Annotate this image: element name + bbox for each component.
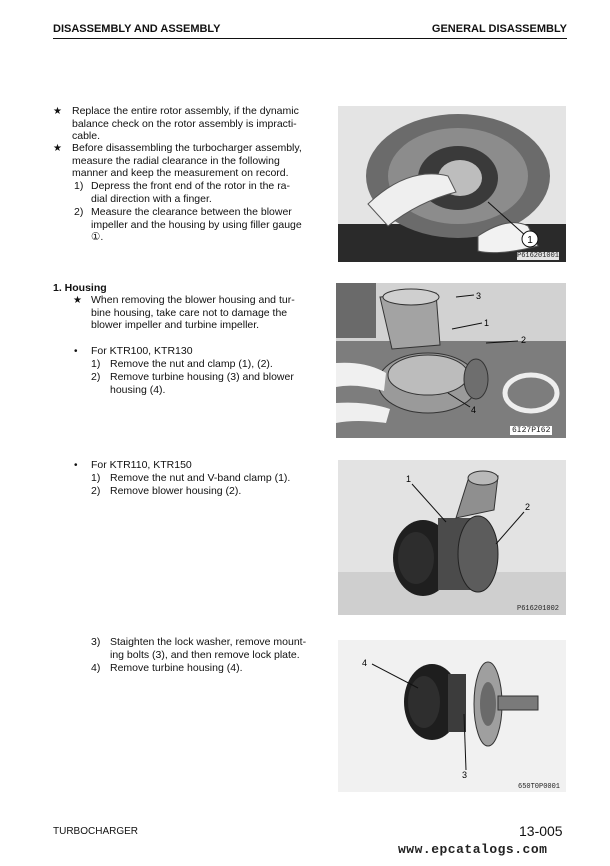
step-number: 4) [91, 662, 101, 674]
group-c-step-3 [110, 636, 320, 661]
intro-step-2 [91, 206, 316, 244]
intro-bullet-2 [72, 142, 317, 180]
dot-bullet-icon: • [74, 346, 78, 357]
text-line: cable. [72, 130, 101, 143]
star-bullet-icon: ★ [53, 106, 62, 117]
header-left-title: DISASSEMBLY AND ASSEMBLY [53, 23, 221, 35]
text-line: Measure the clearance between the blower [91, 206, 292, 218]
group-a-title: For KTR100, KTR130 [91, 345, 193, 357]
text-line: Depress the front end of the rotor in the ra- [91, 180, 291, 192]
step-number: 1) [91, 358, 101, 370]
text-line: housing (4). [110, 383, 166, 396]
step-number: 1) [91, 472, 101, 484]
housing-note [91, 294, 316, 332]
step-number: 3) [91, 636, 101, 648]
text-line: Before disassembling the turbocharger assembly, [72, 142, 302, 154]
page-header [53, 20, 567, 39]
group-b-step-2: Remove blower housing (2). [110, 485, 242, 497]
figure-illustration [338, 640, 566, 792]
figure-caption: P616201001 [517, 252, 560, 260]
callout-label: 3 [462, 770, 468, 780]
group-c-step-4: Remove turbine housing (4). [110, 662, 243, 674]
group-b-step-1: Remove the nut and V-band clamp (1). [110, 472, 291, 484]
callout-label: 1 [527, 235, 533, 246]
figure-caption: P616201002 [517, 605, 560, 613]
figure-rotor-clearance [338, 106, 566, 262]
step-number: 2) [91, 371, 101, 383]
step-number: 1) [74, 180, 84, 192]
figure-illustration [336, 283, 566, 438]
group-a-step-2 [110, 371, 294, 396]
callout-label: 4 [362, 658, 368, 668]
figure-caption: 6I27PI62 [512, 426, 551, 435]
step-number: 2) [74, 206, 84, 218]
callout-label: 2 [525, 502, 531, 512]
text-line: measure the radial clearance in the following [72, 154, 280, 167]
text-line: When removing the blower housing and tur- [91, 294, 295, 306]
group-b-title: For KTR110, KTR150 [91, 459, 192, 471]
figure-vband-clamp [338, 460, 566, 615]
text-line: balance check on the rotor assembly is impracti- [72, 117, 297, 130]
figure-illustration [338, 460, 566, 615]
text-line: Replace the entire rotor assembly, if the dynamic [72, 105, 299, 117]
text-line: manner and keep the measurement on record. [72, 167, 289, 180]
footer-section-name: TURBOCHARGER [53, 826, 139, 837]
text-line: Staighten the lock washer, remove mount- [110, 636, 307, 648]
callout-label: 2 [521, 335, 527, 345]
figure-caption: 650T0P0001 [518, 783, 561, 791]
callout-label: 4 [471, 405, 477, 415]
text-line: ①. [91, 231, 104, 244]
watermark-url: www.epcatalogs.com [398, 842, 548, 857]
text-line: dial direction with a finger. [91, 192, 212, 205]
callout-label: 1 [406, 474, 412, 484]
text-line: impeller and the housing by using filler gauge [91, 218, 302, 231]
intro-bullet-1 [72, 105, 312, 143]
star-bullet-icon: ★ [53, 143, 62, 154]
intro-step-1 [91, 180, 316, 205]
figure-illustration [338, 106, 566, 262]
text-line: Remove turbine housing (3) and blower [110, 371, 294, 383]
header-right-title: GENERAL DISASSEMBLY [431, 23, 567, 35]
text-line: ing bolts (3), and then remove lock plate. [110, 648, 300, 661]
figure-housing-removal [336, 283, 566, 438]
footer-page-number: 13-005 [519, 823, 563, 839]
callout-label: 1 [484, 318, 490, 328]
dot-bullet-icon: • [74, 460, 78, 471]
star-bullet-icon: ★ [73, 295, 82, 306]
section-title-housing: 1. Housing [53, 282, 107, 294]
group-a-step-1: Remove the nut and clamp (1), (2). [110, 358, 273, 370]
text-line: bine housing, take care not to damage the [91, 306, 288, 319]
callout-label: 3 [476, 291, 482, 301]
text-line: blower impeller and turbine impeller. [91, 319, 260, 332]
step-number: 2) [91, 485, 101, 497]
figure-turbine-housing [338, 640, 566, 792]
